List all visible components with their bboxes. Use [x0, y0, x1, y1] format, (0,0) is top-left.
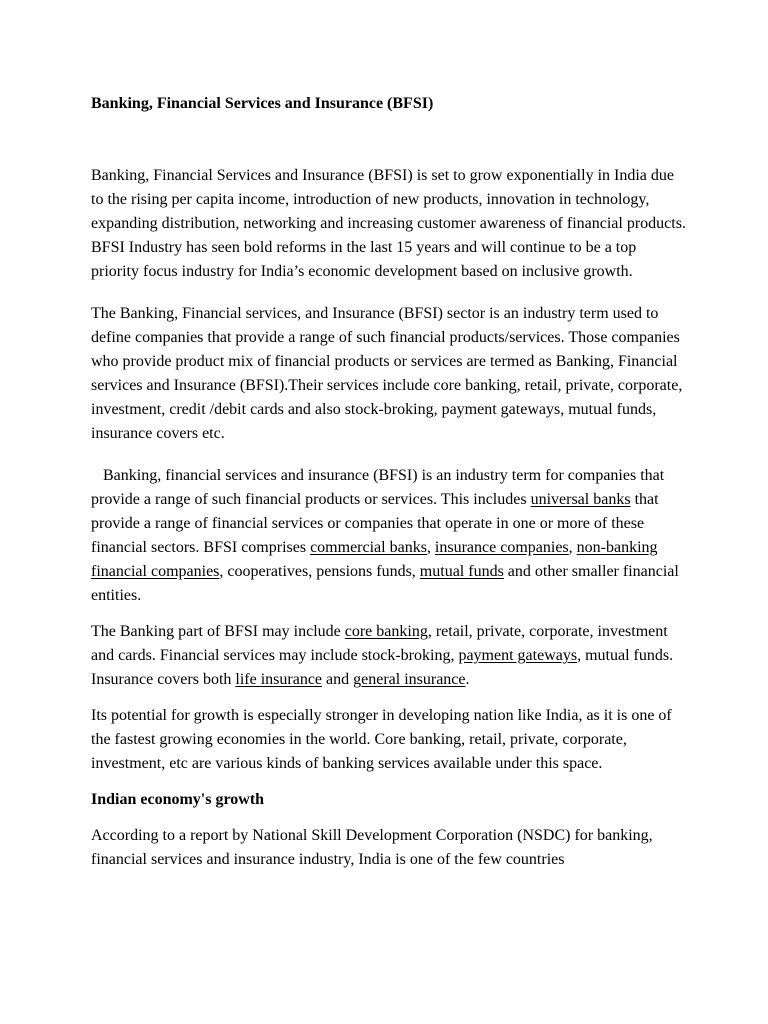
link-general-insurance[interactable]: general insurance [353, 671, 466, 688]
text-segment: that provide a range of financial services or companies that operate in one or more of these financial sectors. BFSI comprises [91, 491, 659, 556]
paragraph-intro: Banking, Financial Services and Insurance (BFSI) is set to grow exponentially in India due to the rising per capita income, introduction of new products, innovation in technology, expanding distribution, networking and increasing customer awareness of financial products. BFSI Industry has seen bold reforms in the last 15 years and will continue to be a top priority focus industry for India’s economic development based on inclusive growth. [91, 167, 686, 280]
document-body [91, 92, 686, 872]
text-segment: , [426, 539, 435, 556]
link-commercial-banks[interactable]: commercial banks [310, 539, 427, 556]
link-insurance-companies[interactable]: insurance companies [434, 539, 569, 556]
link-core-banking[interactable]: core banking [344, 623, 428, 640]
link-non-banking-financial-companies[interactable]: non-banking financial companies [91, 539, 658, 580]
link-universal-banks[interactable]: universal banks [530, 491, 631, 508]
paragraph-nsdc-report: According to a report by National Skill Development Corporation (NSDC) for banking, financial services and insurance industry, India is one of the few countries [91, 827, 653, 868]
text-segment: , mutual funds. Insurance covers both [91, 647, 674, 688]
paragraph-growth-potential: Its potential for growth is especially stronger in developing nation like India, as it is one of the fastest growing economies in the world. Core banking, retail, private, corporate, investment, etc are various kinds of banking services available under this space. [91, 707, 672, 772]
document-title: Banking, Financial Services and Insurance (BFSI) [91, 95, 434, 112]
text-segment: , [568, 539, 577, 556]
text-segment: , cooperatives, pensions funds, [219, 563, 420, 580]
paragraph-bfsi-term [91, 464, 686, 608]
text-segment: and [322, 671, 354, 688]
text-segment: The Banking part of BFSI may include [91, 623, 345, 640]
text-segment: , retail, private, corporate, investment and cards. Financial services may include stock-broking, [91, 623, 668, 664]
section-heading: Indian economy's growth [91, 791, 265, 808]
link-life-insurance[interactable]: life insurance [235, 671, 323, 688]
paragraph-banking-part [91, 620, 686, 692]
text-segment: Banking, financial services and insurance (BFSI) is an industry term for companies that provide a range of such financial products or services. This includes [91, 467, 665, 508]
link-payment-gateways[interactable]: payment gateways [458, 647, 578, 664]
text-segment: . [465, 671, 470, 688]
paragraph-definition: The Banking, Financial services, and Insurance (BFSI) sector is an industry term used to define companies that provide a range of such financial products/services. Those companies who provide product mix of financial products or services are termed as Banking, Financial services and Insurance (BFSI).Their services include core banking, retail, private, corporate, investment, credit /debit cards and also stock-broking, payment gateways, mutual funds, insurance covers etc. [91, 305, 683, 442]
link-mutual-funds[interactable]: mutual funds [419, 563, 504, 580]
text-segment: and other smaller financial entities. [91, 563, 679, 604]
